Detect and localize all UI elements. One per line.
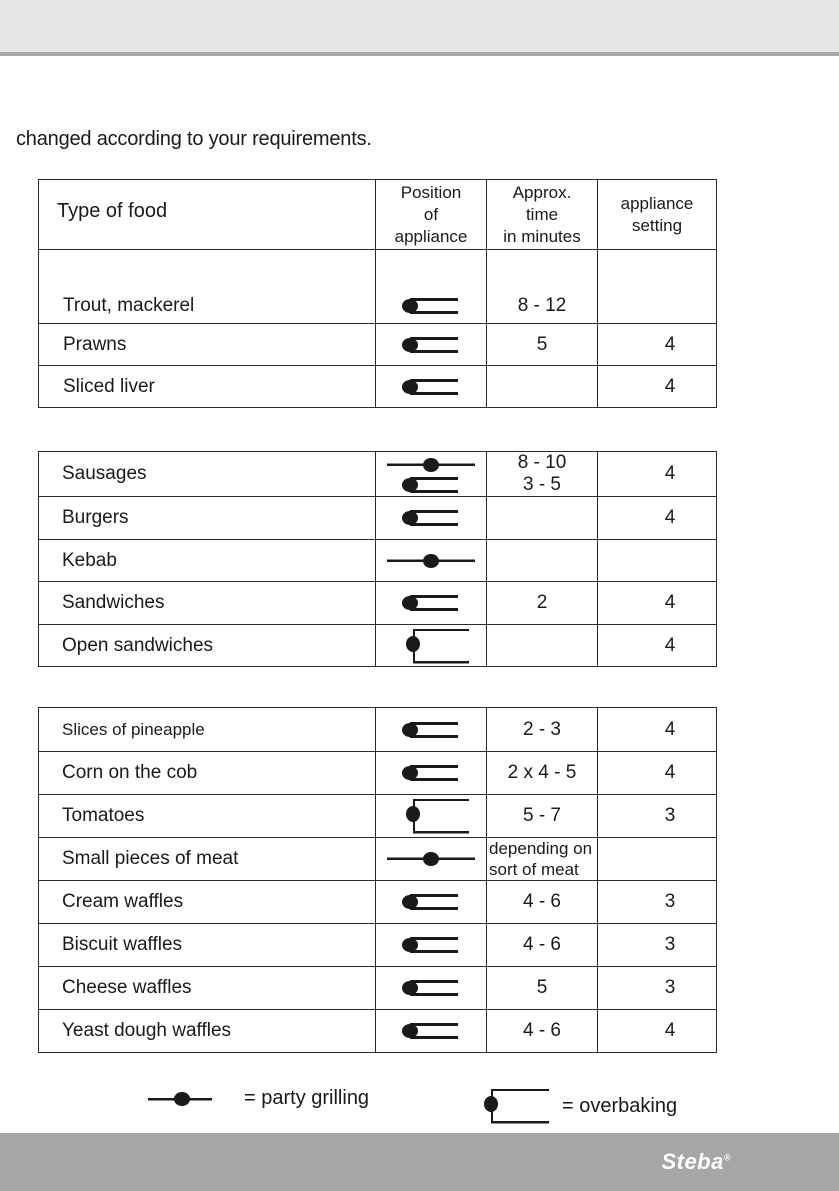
food-name: Sausages <box>39 452 376 497</box>
position-cell <box>376 881 487 924</box>
header-position-line: of <box>423 204 439 224</box>
table-row <box>39 881 717 924</box>
table-row <box>39 540 717 582</box>
setting-value: 4 <box>598 625 717 667</box>
position-cell <box>376 795 487 838</box>
food-name: Cheese waffles <box>39 967 376 1010</box>
party-grilling-icon <box>385 550 477 572</box>
setting-value: 4 <box>598 1010 717 1053</box>
table-row <box>39 752 717 795</box>
grill-table-vegetables-waffles <box>38 707 717 1053</box>
intro-text: changed according to your requirements. <box>16 128 372 150</box>
legend-overbaking-label: = overbaking <box>562 1094 678 1117</box>
position-cell <box>376 324 487 366</box>
header-setting-line: appliance <box>620 193 694 213</box>
table-row <box>39 1010 717 1053</box>
header-time-line: Approx. <box>512 182 572 202</box>
time-value <box>487 540 598 582</box>
legend-party-label: = party grilling <box>244 1087 370 1109</box>
brand-logo <box>661 1149 731 1175</box>
food-name: Tomatoes <box>39 795 376 838</box>
overbaking-icon <box>391 797 471 835</box>
time-value <box>487 366 598 408</box>
time-value: 5 <box>487 967 598 1010</box>
setting-value: 4 <box>598 497 717 540</box>
food-name: Corn on the cob <box>39 752 376 795</box>
legend-party-grilling <box>148 1087 369 1110</box>
table-row <box>39 625 717 667</box>
grill-contact-icon <box>396 334 466 356</box>
setting-value: 4 <box>598 708 717 752</box>
overbaking-icon <box>482 1087 552 1125</box>
header-position-line: Position <box>400 182 462 202</box>
food-name: Slices of pineapple <box>39 708 376 752</box>
time-value: 2 - 3 <box>487 708 598 752</box>
position-cell <box>376 540 487 582</box>
table-row <box>39 452 717 497</box>
setting-value: 4 <box>598 324 717 366</box>
table-row <box>39 497 717 540</box>
table-row <box>39 324 717 366</box>
grill-contact-icon <box>396 376 466 398</box>
setting-value: 3 <box>598 924 717 967</box>
position-cell <box>376 625 487 667</box>
time-value: 2 x 4 - 5 <box>487 752 598 795</box>
grill-contact-icon <box>396 592 466 614</box>
table-row <box>39 582 717 625</box>
time-cell <box>487 452 598 497</box>
food-name: Biscuit waffles <box>39 924 376 967</box>
grill-contact-icon <box>396 762 466 784</box>
time-value: depending on <box>489 839 593 858</box>
overbaking-icon <box>391 627 471 665</box>
grill-contact-icon <box>396 934 466 956</box>
food-name: Burgers <box>39 497 376 540</box>
setting-value: 3 <box>598 967 717 1010</box>
time-value: 4 - 6 <box>487 924 598 967</box>
setting-value: 4 <box>598 752 717 795</box>
setting-value: 3 <box>598 881 717 924</box>
food-name: Open sandwiches <box>39 625 376 667</box>
header-setting-line: setting <box>631 215 683 235</box>
grill-contact-icon <box>396 1020 466 1042</box>
position-cell <box>376 250 487 324</box>
grill-contact-icon <box>396 977 466 999</box>
time-cell <box>487 838 598 881</box>
position-cell <box>376 708 487 752</box>
food-name: Sliced liver <box>39 366 376 408</box>
food-name: Yeast dough waffles <box>39 1010 376 1053</box>
grill-table-meat <box>38 451 717 667</box>
brand-mark: ® <box>723 1152 731 1163</box>
position-cell <box>376 924 487 967</box>
food-name: Cream waffles <box>39 881 376 924</box>
header-band <box>0 0 839 56</box>
time-value: 3 - 5 <box>522 474 562 495</box>
footer-band <box>0 1133 839 1191</box>
setting-value <box>598 250 717 324</box>
table-row <box>39 795 717 838</box>
food-name: Sandwiches <box>39 582 376 625</box>
header-setting <box>598 180 717 250</box>
brand-name: Steba <box>661 1149 724 1174</box>
table-row <box>39 967 717 1010</box>
setting-value: 3 <box>598 795 717 838</box>
food-name: Trout, mackerel <box>39 250 376 324</box>
position-cell <box>376 497 487 540</box>
time-value <box>487 625 598 667</box>
food-name: Prawns <box>39 324 376 366</box>
header-position <box>376 180 487 250</box>
party-grilling-icon <box>385 848 477 870</box>
food-name: Small pieces of meat <box>39 838 376 881</box>
party-grilling-icon <box>148 1088 214 1110</box>
time-value: 8 - 10 <box>517 452 567 473</box>
table-row <box>39 366 717 408</box>
time-value: 5 - 7 <box>487 795 598 838</box>
setting-value <box>598 540 717 582</box>
table-row <box>39 250 717 324</box>
header-position-line: appliance <box>394 226 468 246</box>
position-cell <box>376 1010 487 1053</box>
position-cell <box>376 838 487 881</box>
legend <box>0 1087 839 1121</box>
grill-table-fish <box>38 179 717 408</box>
table-row <box>39 708 717 752</box>
setting-value <box>598 838 717 881</box>
time-value: 8 - 12 <box>487 250 598 324</box>
header-time-line: in minutes <box>503 226 581 246</box>
position-cell <box>376 452 487 497</box>
grill-contact-icon <box>396 474 466 494</box>
position-cell <box>376 752 487 795</box>
table-header-row <box>39 180 717 250</box>
food-name: Kebab <box>39 540 376 582</box>
grill-contact-icon <box>396 719 466 741</box>
position-cell <box>376 366 487 408</box>
table-row <box>39 924 717 967</box>
legend-overbaking <box>482 1087 677 1125</box>
setting-value: 4 <box>598 452 717 497</box>
header-food: Type of food <box>39 180 376 250</box>
time-value: 4 - 6 <box>487 881 598 924</box>
header-time-line: time <box>525 204 559 224</box>
time-value: 2 <box>487 582 598 625</box>
position-cell <box>376 967 487 1010</box>
table-row <box>39 838 717 881</box>
party-grilling-icon <box>385 454 477 474</box>
position-cell <box>376 582 487 625</box>
time-value: 4 - 6 <box>487 1010 598 1053</box>
time-value <box>487 497 598 540</box>
time-value: 5 <box>487 324 598 366</box>
grill-contact-icon <box>396 507 466 529</box>
grill-contact-icon <box>396 295 466 317</box>
header-time <box>487 180 598 250</box>
setting-value: 4 <box>598 366 717 408</box>
time-value: sort of meat <box>489 860 579 879</box>
grill-contact-icon <box>396 891 466 913</box>
setting-value: 4 <box>598 582 717 625</box>
